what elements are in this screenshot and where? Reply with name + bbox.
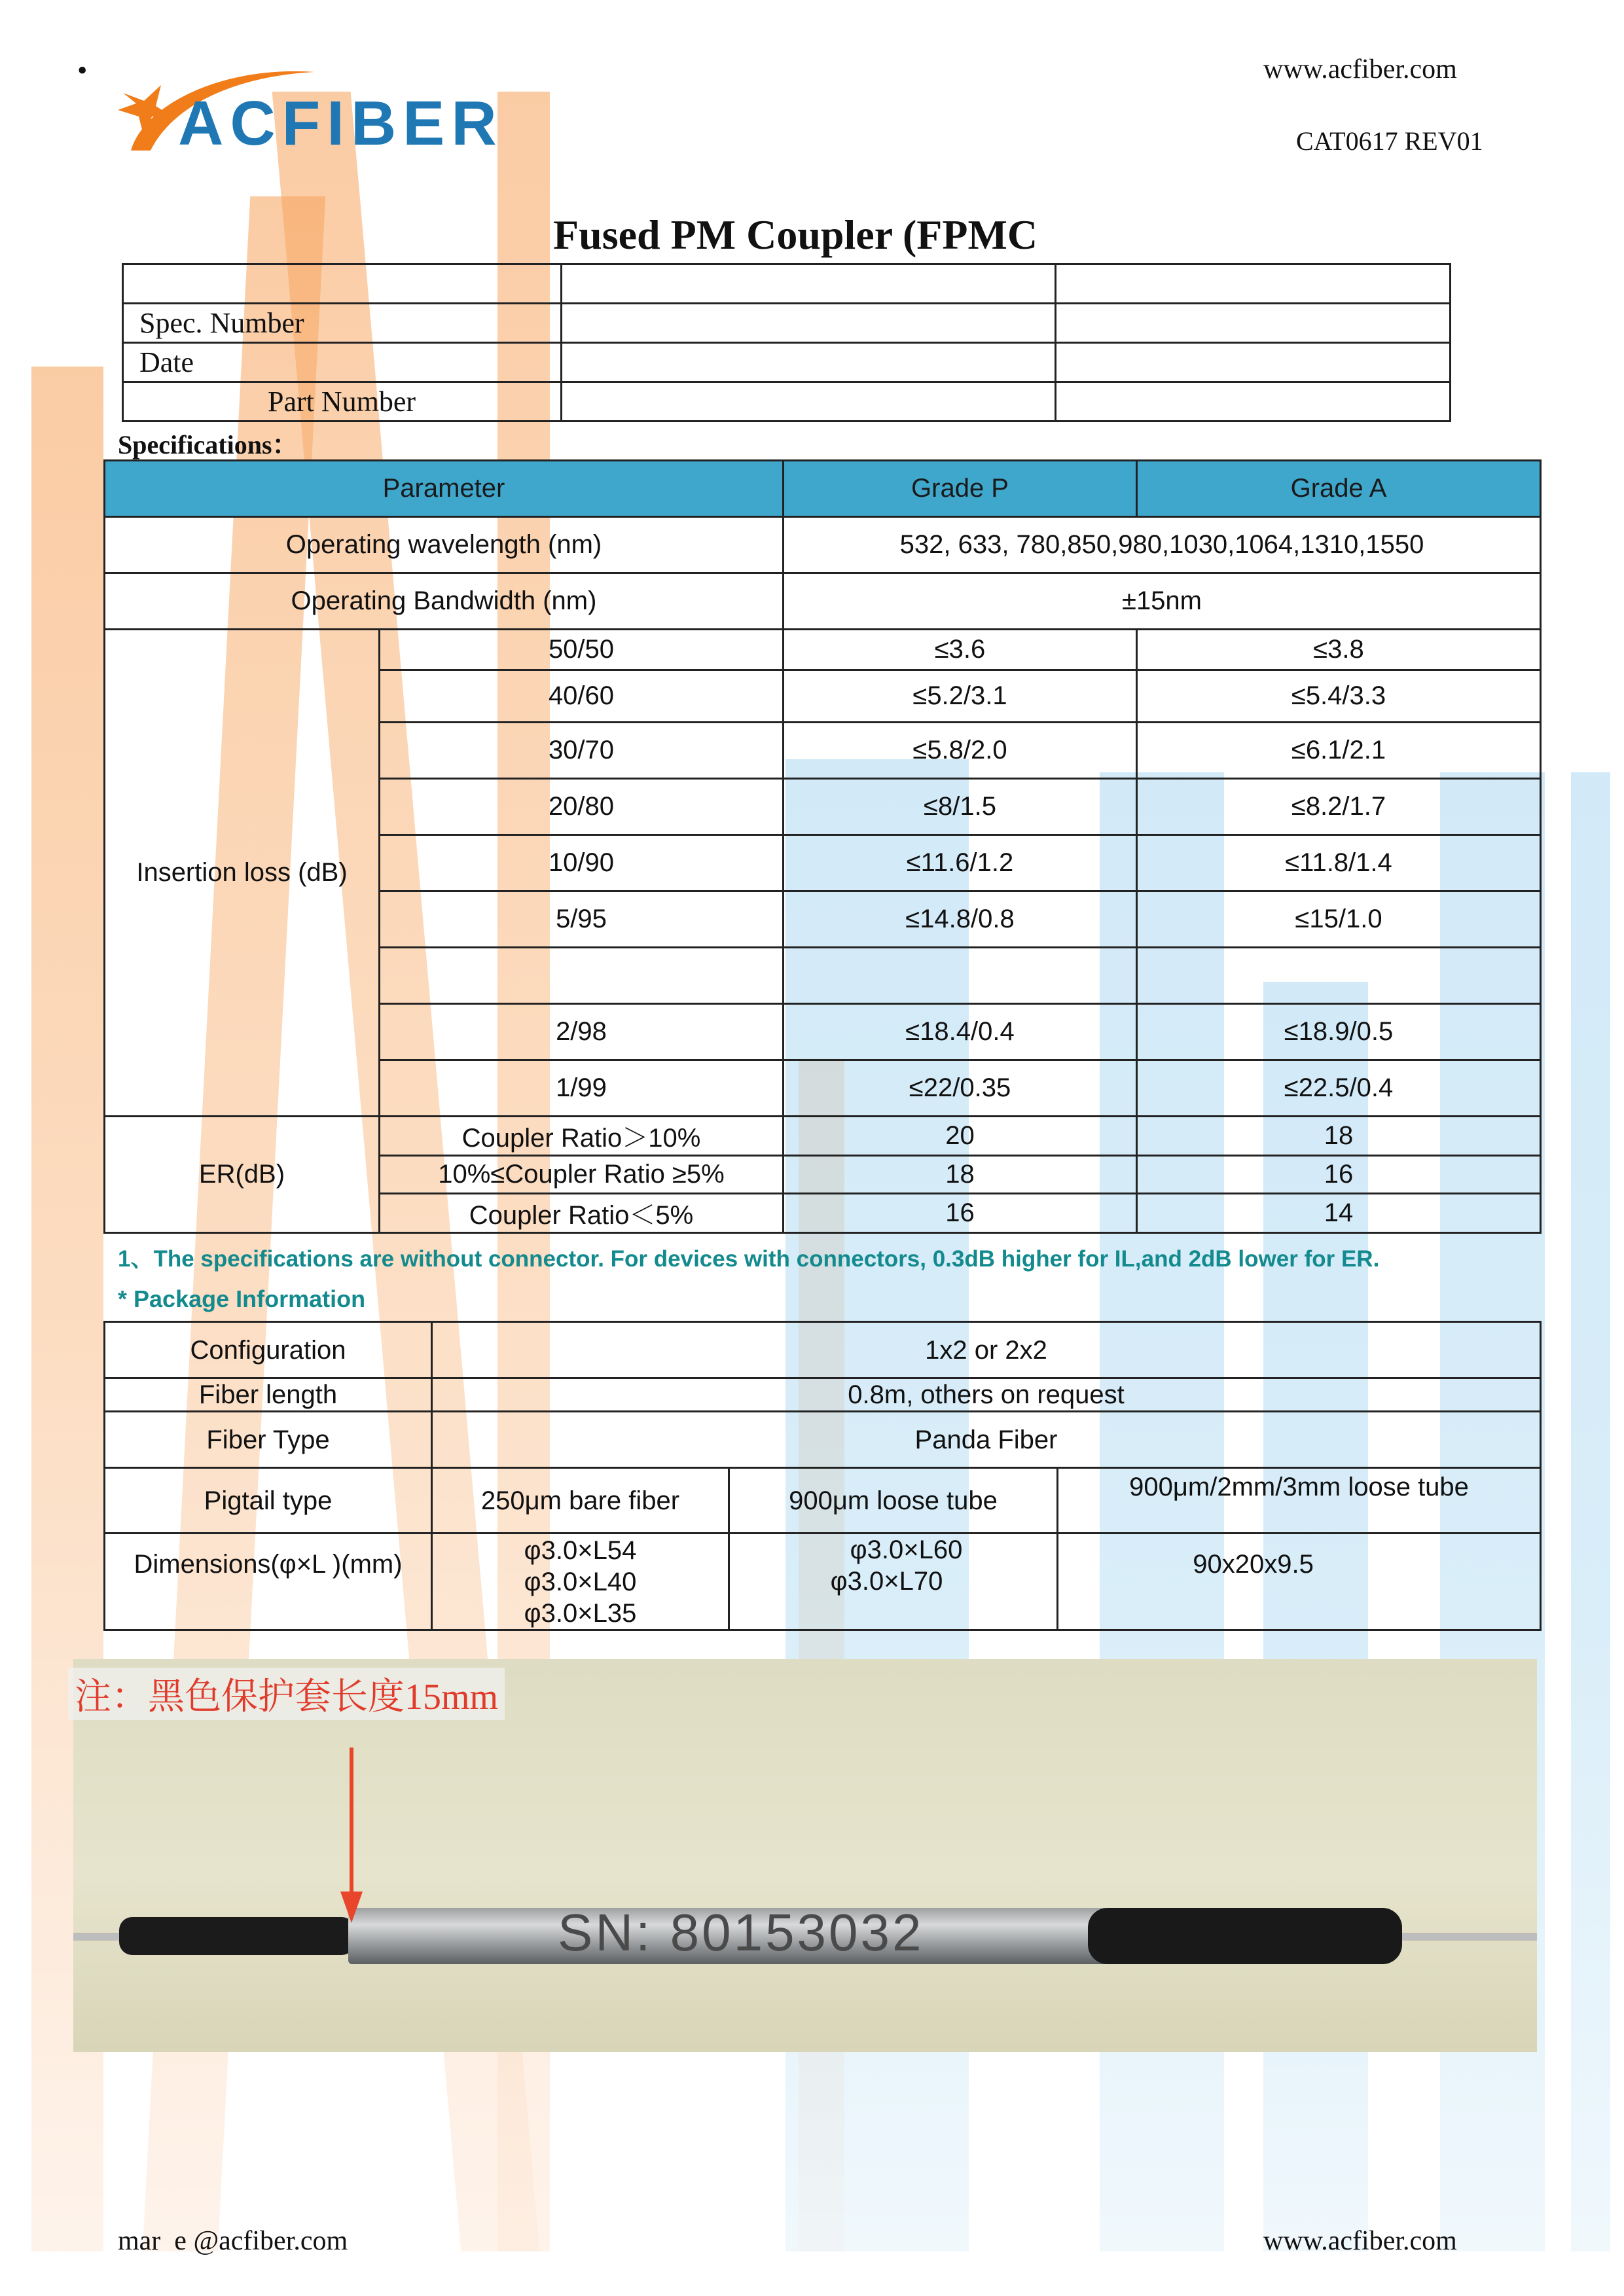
serial-number: SN: 80153032 bbox=[558, 1903, 924, 1962]
il-grade-p: ≤3.6 bbox=[784, 630, 1137, 670]
package-label: * Package Information bbox=[118, 1285, 366, 1312]
il-ratio: 5/95 bbox=[380, 891, 784, 948]
dimension-value: φ3.0×L40 bbox=[524, 1567, 637, 1596]
footer-email[interactable]: mar e @acfiber.com bbox=[118, 2226, 348, 2256]
pigtail-multi-tube: 900μm/2mm/3mm loose tube bbox=[1058, 1468, 1541, 1534]
pigtail-label: Pigtail type bbox=[105, 1468, 432, 1534]
page-title: Fused PM Coupler (FPMC bbox=[553, 211, 1038, 258]
arrow-down-icon bbox=[335, 1748, 368, 1924]
header-website[interactable]: www.acfiber.com bbox=[1263, 54, 1457, 84]
wavelength-label: Operating wavelength (nm) bbox=[105, 517, 784, 573]
il-ratio bbox=[380, 948, 784, 1004]
il-ratio: 10/90 bbox=[380, 835, 784, 891]
il-grade-p: ≤5.2/3.1 bbox=[784, 670, 1137, 723]
bandwidth-label: Operating Bandwidth (nm) bbox=[105, 573, 784, 630]
photo-caption: 注：黑色保护套长度15mm bbox=[68, 1668, 505, 1720]
er-grade-p: 18 bbox=[784, 1156, 1137, 1194]
il-grade-p: ≤11.6/1.2 bbox=[784, 835, 1137, 891]
er-grade-a: 14 bbox=[1137, 1194, 1541, 1233]
il-grade-a: ≤22.5/0.4 bbox=[1137, 1060, 1541, 1117]
pigtail-bare-fiber: 250μm bare fiber bbox=[432, 1468, 729, 1534]
er-condition: 10%≤Coupler Ratio ≥5% bbox=[380, 1156, 784, 1194]
configuration-label: Configuration bbox=[105, 1322, 432, 1378]
logo-text: ACFIBER bbox=[178, 88, 503, 158]
insertion-loss-label: Insertion loss (dB) bbox=[105, 630, 380, 1117]
dimension-value: φ3.0×L54 bbox=[524, 1535, 637, 1565]
fiber-type-label: Fiber Type bbox=[105, 1412, 432, 1468]
il-grade-a: ≤11.8/1.4 bbox=[1137, 835, 1541, 891]
er-condition: Coupler Ratio＜5% bbox=[380, 1194, 784, 1233]
info-cell bbox=[123, 264, 562, 304]
fiber-length-value: 0.8m, others on request bbox=[432, 1378, 1541, 1412]
header-parameter: Parameter bbox=[105, 461, 784, 517]
il-grade-p: ≤8/1.5 bbox=[784, 779, 1137, 835]
dimensions-label: Dimensions(φ×L )(mm) bbox=[105, 1534, 432, 1630]
dimension-value: φ3.0×L60 bbox=[850, 1535, 963, 1564]
bandwidth-value: ±15nm bbox=[784, 573, 1541, 630]
fiber-type-value: Panda Fiber bbox=[432, 1412, 1541, 1468]
il-grade-p: ≤14.8/0.8 bbox=[784, 891, 1137, 948]
part-number-value bbox=[562, 382, 1056, 422]
il-grade-a: ≤3.8 bbox=[1137, 630, 1541, 670]
footer-website[interactable]: www.acfiber.com bbox=[1263, 2226, 1457, 2256]
info-table bbox=[122, 263, 1451, 422]
pigtail-900um-tube: 900μm loose tube bbox=[729, 1468, 1058, 1534]
dimension-value: φ3.0×L35 bbox=[524, 1598, 637, 1628]
header-grade-a: Grade A bbox=[1137, 461, 1541, 517]
package-table bbox=[103, 1321, 1542, 1631]
il-grade-a: ≤18.9/0.5 bbox=[1137, 1004, 1541, 1060]
right-sleeve bbox=[1088, 1908, 1402, 1964]
il-ratio: 20/80 bbox=[380, 779, 784, 835]
date-label: Date bbox=[123, 343, 562, 382]
dimensions-col1 bbox=[432, 1534, 729, 1630]
wavelength-value: 532, 633, 780,850,980,1030,1064,1310,1550 bbox=[784, 517, 1541, 573]
er-condition: Coupler Ratio＞10% bbox=[380, 1117, 784, 1156]
dimensions-col3: 90x20x9.5 bbox=[1058, 1534, 1541, 1630]
er-grade-p: 16 bbox=[784, 1194, 1137, 1233]
il-grade-p: ≤22/0.35 bbox=[784, 1060, 1137, 1117]
left-sleeve bbox=[119, 1917, 355, 1955]
bullet: • bbox=[77, 54, 88, 86]
il-grade-a: ≤5.4/3.3 bbox=[1137, 670, 1541, 723]
info-cell bbox=[1056, 382, 1451, 422]
il-grade-p bbox=[784, 948, 1137, 1004]
spec-number-label: Spec. Number bbox=[123, 304, 562, 343]
spec-number-value bbox=[562, 304, 1056, 343]
info-cell bbox=[1056, 343, 1451, 382]
er-grade-p: 20 bbox=[784, 1117, 1137, 1156]
info-cell bbox=[562, 264, 1056, 304]
il-grade-p: ≤18.4/0.4 bbox=[784, 1004, 1137, 1060]
il-grade-a bbox=[1137, 948, 1541, 1004]
il-grade-p: ≤5.8/2.0 bbox=[784, 723, 1137, 779]
dimensions-col2 bbox=[729, 1534, 1058, 1630]
specifications-label: Specifications： bbox=[118, 430, 298, 459]
info-cell bbox=[1056, 264, 1451, 304]
spec-note: 1、The specifications are without connector. For devices with connectors, 0.3dB higher for IL,and 2dB lower for ER. bbox=[118, 1246, 1380, 1272]
er-grade-a: 18 bbox=[1137, 1117, 1541, 1156]
er-label: ER(dB) bbox=[105, 1117, 380, 1233]
configuration-value: 1x2 or 2x2 bbox=[432, 1322, 1541, 1378]
il-grade-a: ≤6.1/2.1 bbox=[1137, 723, 1541, 779]
dimension-value: φ3.0×L70 bbox=[830, 1567, 943, 1596]
spec-table bbox=[103, 459, 1542, 1234]
logo bbox=[118, 52, 503, 158]
info-cell bbox=[1056, 304, 1451, 343]
date-value bbox=[562, 343, 1056, 382]
il-grade-a: ≤8.2/1.7 bbox=[1137, 779, 1541, 835]
fiber-length-label: Fiber length bbox=[105, 1378, 432, 1412]
il-ratio: 1/99 bbox=[380, 1060, 784, 1117]
header-grade-p: Grade P bbox=[784, 461, 1137, 517]
il-ratio: 30/70 bbox=[380, 723, 784, 779]
il-grade-a: ≤15/1.0 bbox=[1137, 891, 1541, 948]
il-ratio: 40/60 bbox=[380, 670, 784, 723]
catalog-number: CAT0617 REV01 bbox=[1296, 126, 1483, 156]
part-number-label: Part Number bbox=[123, 382, 562, 422]
il-ratio: 2/98 bbox=[380, 1004, 784, 1060]
il-ratio: 50/50 bbox=[380, 630, 784, 670]
er-grade-a: 16 bbox=[1137, 1156, 1541, 1194]
